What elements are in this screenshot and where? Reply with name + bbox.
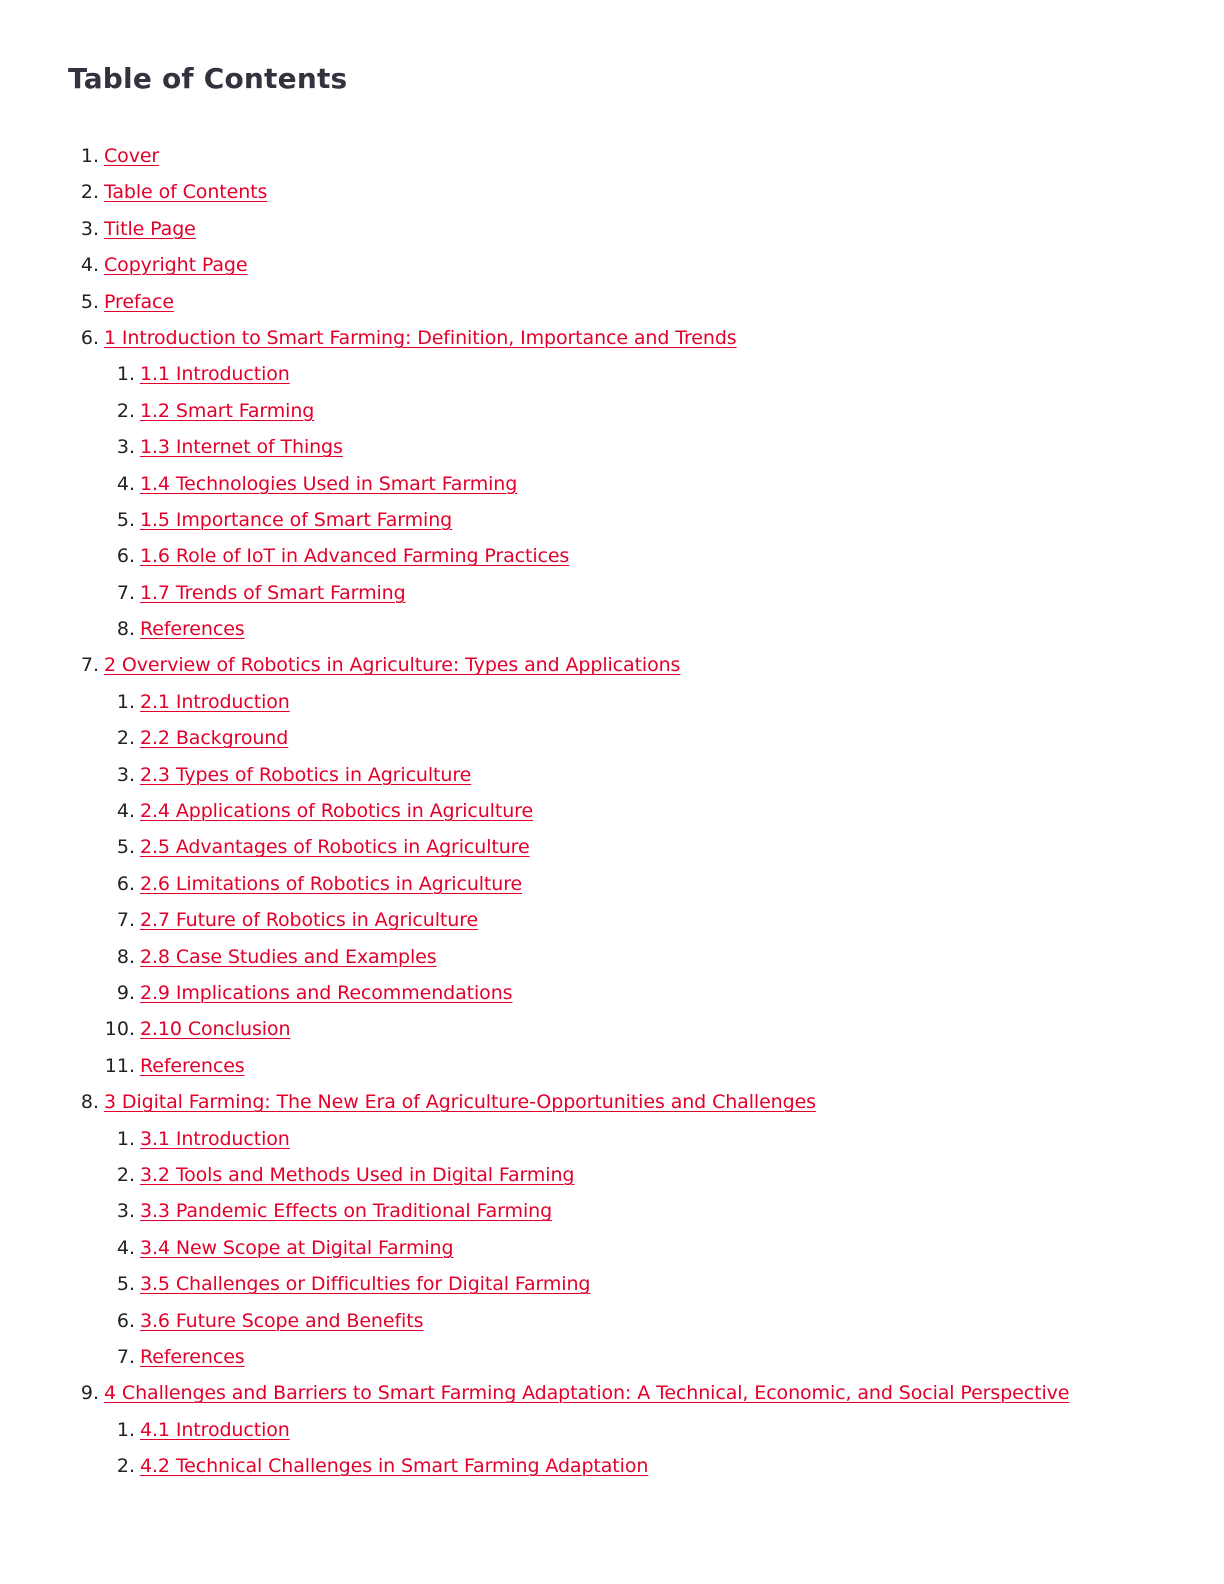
toc-sublink[interactable]: 1.1 Introduction: [140, 363, 290, 386]
toc-item-number: 3.: [116, 436, 135, 459]
toc-sublink[interactable]: 1.6 Role of IoT in Advanced Farming Practices: [140, 545, 570, 568]
toc-sublink[interactable]: References: [140, 618, 245, 641]
toc-link[interactable]: Copyright Page: [104, 254, 248, 277]
toc-sublink[interactable]: 3.4 New Scope at Digital Farming: [140, 1236, 454, 1259]
toc-subitem: [0, 1303, 1224, 1339]
toc-sublink[interactable]: 1.5 Importance of Smart Farming: [140, 508, 453, 531]
toc-item-number: 1.: [116, 363, 135, 386]
toc-item-number: 5.: [116, 836, 135, 859]
toc-subitem: [0, 393, 1224, 429]
toc-link[interactable]: Cover: [104, 145, 160, 167]
toc-subitem: [0, 575, 1224, 611]
toc-item: [0, 138, 1224, 174]
toc-item-number: 9.: [116, 981, 135, 1004]
toc-sublink[interactable]: 3.2 Tools and Methods Used in Digital Farming: [140, 1163, 575, 1186]
toc-item-number: 5.: [80, 290, 99, 313]
toc-item-number: 11.: [104, 1054, 135, 1077]
toc-sublink[interactable]: 4.1 Introduction: [140, 1418, 290, 1441]
toc-item-number: 5.: [116, 508, 135, 531]
toc-item-number: 2.: [80, 181, 99, 204]
toc-sublink[interactable]: 2.2 Background: [140, 727, 289, 750]
toc-sublink[interactable]: 1.3 Internet of Things: [140, 436, 343, 459]
toc-item-number: 1.: [80, 145, 99, 167]
toc-subitem: [0, 1266, 1224, 1302]
toc-sublink[interactable]: 1.7 Trends of Smart Farming: [140, 581, 406, 604]
toc-subitem: [0, 720, 1224, 756]
toc-sublink[interactable]: 2.10 Conclusion: [140, 1018, 291, 1041]
toc-subitem: [0, 1193, 1224, 1229]
toc-item-number: 4.: [116, 472, 135, 495]
toc-sublink[interactable]: 2.4 Applications of Robotics in Agriculture: [140, 800, 534, 823]
toc-item-number: 8.: [116, 618, 135, 641]
toc-item: [0, 247, 1224, 283]
toc-item: [0, 284, 1224, 320]
toc-item-number: 3.: [116, 1200, 135, 1223]
toc-item-number: 9.: [80, 1382, 99, 1405]
toc-item-number: 2.: [116, 1163, 135, 1186]
toc-item-number: 2.: [116, 399, 135, 422]
toc-sublink[interactable]: 1.2 Smart Farming: [140, 399, 315, 422]
toc-subitem: [0, 793, 1224, 829]
toc-sublink[interactable]: 3.6 Future Scope and Benefits: [140, 1309, 424, 1332]
toc-item-number: 10.: [104, 1018, 135, 1041]
toc-item-number: 4.: [116, 800, 135, 823]
toc-sublink[interactable]: 2.8 Case Studies and Examples: [140, 945, 437, 968]
toc-item-number: 6.: [116, 872, 135, 895]
toc-sublink[interactable]: References: [140, 1054, 245, 1077]
toc-list: [0, 138, 1224, 1484]
toc-subitem: [0, 356, 1224, 392]
toc-item-number: 7.: [116, 909, 135, 932]
toc-sublink[interactable]: 3.5 Challenges or Difficulties for Digital Farming: [140, 1273, 591, 1296]
toc-subitem: [0, 1048, 1224, 1084]
toc-subitem: [0, 939, 1224, 975]
toc-sublink[interactable]: 2.5 Advantages of Robotics in Agriculture: [140, 836, 530, 859]
toc-sublink[interactable]: 1.4 Technologies Used in Smart Farming: [140, 472, 518, 495]
toc-subitem: [0, 1230, 1224, 1266]
toc-sublink[interactable]: 2.6 Limitations of Robotics in Agriculture: [140, 872, 523, 895]
toc-item-number: 6.: [80, 326, 99, 349]
toc-subitem: [0, 684, 1224, 720]
toc-subitem: [0, 1448, 1224, 1484]
toc-subitem: [0, 975, 1224, 1011]
toc-subitem: [0, 611, 1224, 647]
toc-subitem: [0, 429, 1224, 465]
toc-subitem: [0, 1157, 1224, 1193]
toc-link[interactable]: Table of Contents: [104, 181, 268, 204]
toc-item: [0, 647, 1224, 683]
toc-subitem: [0, 829, 1224, 865]
toc-subitem: [0, 538, 1224, 574]
toc-link[interactable]: 3 Digital Farming: The New Era of Agriculture-Opportunities and Challenges: [104, 1091, 816, 1114]
toc-item-number: 4.: [116, 1236, 135, 1259]
toc-item-number: 2.: [116, 727, 135, 750]
toc-sublink[interactable]: 2.9 Implications and Recommendations: [140, 981, 513, 1004]
toc-subitem: [0, 757, 1224, 793]
toc-item-number: 7.: [80, 654, 99, 677]
toc-item: [0, 1375, 1224, 1411]
toc-subitem: [0, 1339, 1224, 1375]
toc-subitem: [0, 502, 1224, 538]
toc-subitem: [0, 902, 1224, 938]
toc-sublink[interactable]: References: [140, 1345, 245, 1368]
toc-sublink[interactable]: 2.1 Introduction: [140, 690, 290, 713]
toc-item-number: 7.: [116, 1345, 135, 1368]
toc-subitem: [0, 1121, 1224, 1157]
toc-item-number: 2.: [116, 1455, 135, 1478]
toc-item-number: 3.: [80, 217, 99, 240]
toc-item: [0, 211, 1224, 247]
toc-item-number: 8.: [80, 1091, 99, 1114]
toc-sublink[interactable]: 2.3 Types of Robotics in Agriculture: [140, 763, 472, 786]
toc-item: [0, 320, 1224, 356]
toc-item-number: 1.: [116, 1127, 135, 1150]
toc-item-number: 3.: [116, 763, 135, 786]
toc-item-number: 6.: [116, 1309, 135, 1332]
toc-subitem: [0, 466, 1224, 502]
toc-subitem: [0, 1011, 1224, 1047]
toc-subitem: [0, 1412, 1224, 1448]
toc-link[interactable]: 2 Overview of Robotics in Agriculture: Types and Applications: [104, 654, 681, 677]
toc-sublink[interactable]: 3.1 Introduction: [140, 1127, 290, 1150]
toc-sublink[interactable]: 4.2 Technical Challenges in Smart Farming Adaptation: [140, 1455, 649, 1478]
toc-item-number: 5.: [116, 1273, 135, 1296]
toc-sublink[interactable]: 2.7 Future of Robotics in Agriculture: [140, 909, 479, 932]
toc-link[interactable]: 4 Challenges and Barriers to Smart Farming Adaptation: A Technical, Economic, and Social Perspective: [104, 1382, 1070, 1405]
toc-item-number: 1.: [116, 1418, 135, 1441]
toc-item-number: 8.: [116, 945, 135, 968]
toc-sublink[interactable]: 3.3 Pandemic Effects on Traditional Farming: [140, 1200, 553, 1223]
toc-item-number: 7.: [116, 581, 135, 604]
toc-link[interactable]: Preface: [104, 290, 174, 313]
page-title: Table of Contents: [68, 62, 348, 95]
toc-item: [0, 174, 1224, 210]
toc-item-number: 4.: [80, 254, 99, 277]
toc-item: [0, 1084, 1224, 1120]
toc-subitem: [0, 866, 1224, 902]
toc-link[interactable]: Title Page: [104, 217, 196, 240]
toc-link[interactable]: 1 Introduction to Smart Farming: Definition, Importance and Trends: [104, 326, 737, 349]
toc-item-number: 1.: [116, 690, 135, 713]
toc-item-number: 6.: [116, 545, 135, 568]
